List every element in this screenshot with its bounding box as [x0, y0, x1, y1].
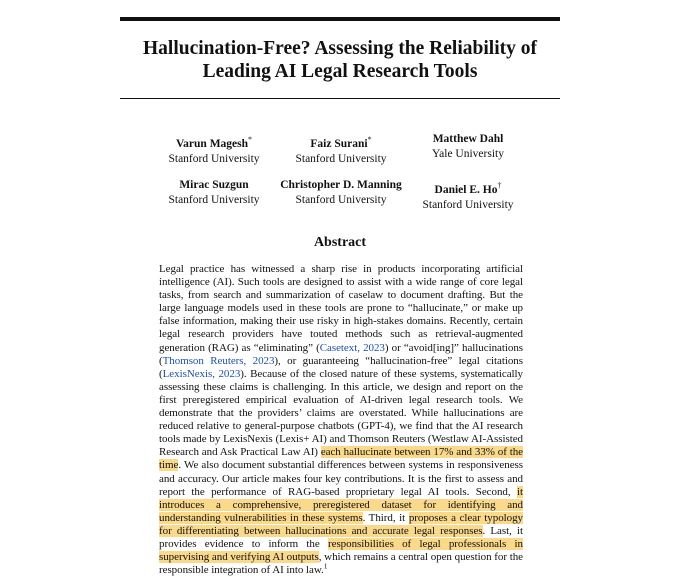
author-affiliation: Yale University — [432, 148, 504, 160]
author-name: Mirac Suzgun — [179, 179, 249, 191]
equal-contribution-mark: * — [248, 135, 253, 144]
author-name: Matthew Dahl — [432, 133, 504, 145]
corresponding-author-mark: † — [497, 181, 502, 190]
author-affiliation: Stanford University — [422, 198, 514, 211]
author-block — [393, 178, 543, 213]
highlighted-text: it introduces a comprehensive, preregistered dataset for identifying and understanding vulnerabilities in these systems — [159, 485, 523, 524]
title-top-rule — [120, 17, 560, 21]
title-bottom-rule — [120, 98, 560, 99]
title-line-1: Hallucination-Free? Assessing the Reliability of — [143, 38, 537, 59]
title-line-2: Leading AI Legal Research Tools — [202, 61, 478, 82]
author-affiliation: Stanford University — [295, 194, 387, 206]
author-name: Daniel E. Ho† — [434, 181, 502, 196]
author-affiliation: Stanford University — [295, 152, 387, 165]
equal-contribution-mark: * — [367, 135, 372, 144]
footnote-mark[interactable]: 1 — [323, 561, 328, 571]
abstract-text: Legal practice has witnessed a sharp rise in products incorporating artificial intelligence (AI). Such tools are designed to assist with a wide range of core legal tasks, from search and summarization of caselaw to document drafting. But the large language models used in these tools are prone to “hallucinate,” or make up false information, making their use risky in high-stakes domains. Recently, certain legal research providers have touted methods such as retrieval-augmented generation (RAG) as “eliminating” (Casetext, 2023) or “avoid[ing]” hallucinations (Thomson Reuters, 2023), or guaranteeing “hallucination-free” legal citations (LexisNexis, 2023). Because of the closed nature of these systems, systematically assessing these claims is challenging. In this article, we design and report on the first preregistered empirical evaluation of AI-driven legal research tools. We demonstrate that the providers’ claims are overstated. While hallucinations are reduced relative to general-purpose chatbots (GPT-4), we find that the AI research tools made by LexisNexis (Lexis+ AI) and Thomson Reuters (Westlaw AI-Assisted Research and Ask Practical Law AI) each hallucinate between 17% and 33% of the time. We also document substantial differences between systems in responsiveness and accuracy. Our article makes four key contributions. It is the first to assess and report the performance of RAG-based proprietary legal AI tools. Second, it introduces a comprehensive, preregistered dataset for identifying and understanding vulnerabilities in these systems. Third, it proposes a clear typology for differentiating between hallucinations and accurate legal responses. Last, it provides evidence to inform the responsibilities of legal professionals in supervising and verifying AI outputs, which remains a central open question for the responsible integration of AI into law.$^1$ — [159, 263, 523, 577]
author-affiliation: Stanford University — [168, 152, 260, 165]
highlighted-text: proposes a clear typology for differentiating between hallucinations and accurate legal responses — [159, 511, 523, 537]
author-block — [393, 132, 543, 162]
highlighted-text: each hallucinate between 17% and 33% of the time — [159, 446, 523, 472]
citation-link[interactable]: LexisNexis, 2023 — [162, 367, 241, 380]
author-affiliation: Stanford University — [168, 194, 260, 206]
author-name: Christopher D. Manning — [280, 179, 402, 191]
abstract-heading: Abstract — [313, 235, 367, 250]
citation-link[interactable]: Casetext, 2023 — [319, 341, 385, 354]
paper-title — [120, 37, 560, 83]
citation-link[interactable]: Thomson Reuters, 2023 — [162, 354, 275, 367]
highlighted-text: responsibilities of legal professionals in supervising and verifying AI outputs — [159, 537, 523, 564]
author-name: Varun Magesh* — [175, 135, 253, 150]
author-name: Faiz Surani* — [310, 135, 372, 150]
